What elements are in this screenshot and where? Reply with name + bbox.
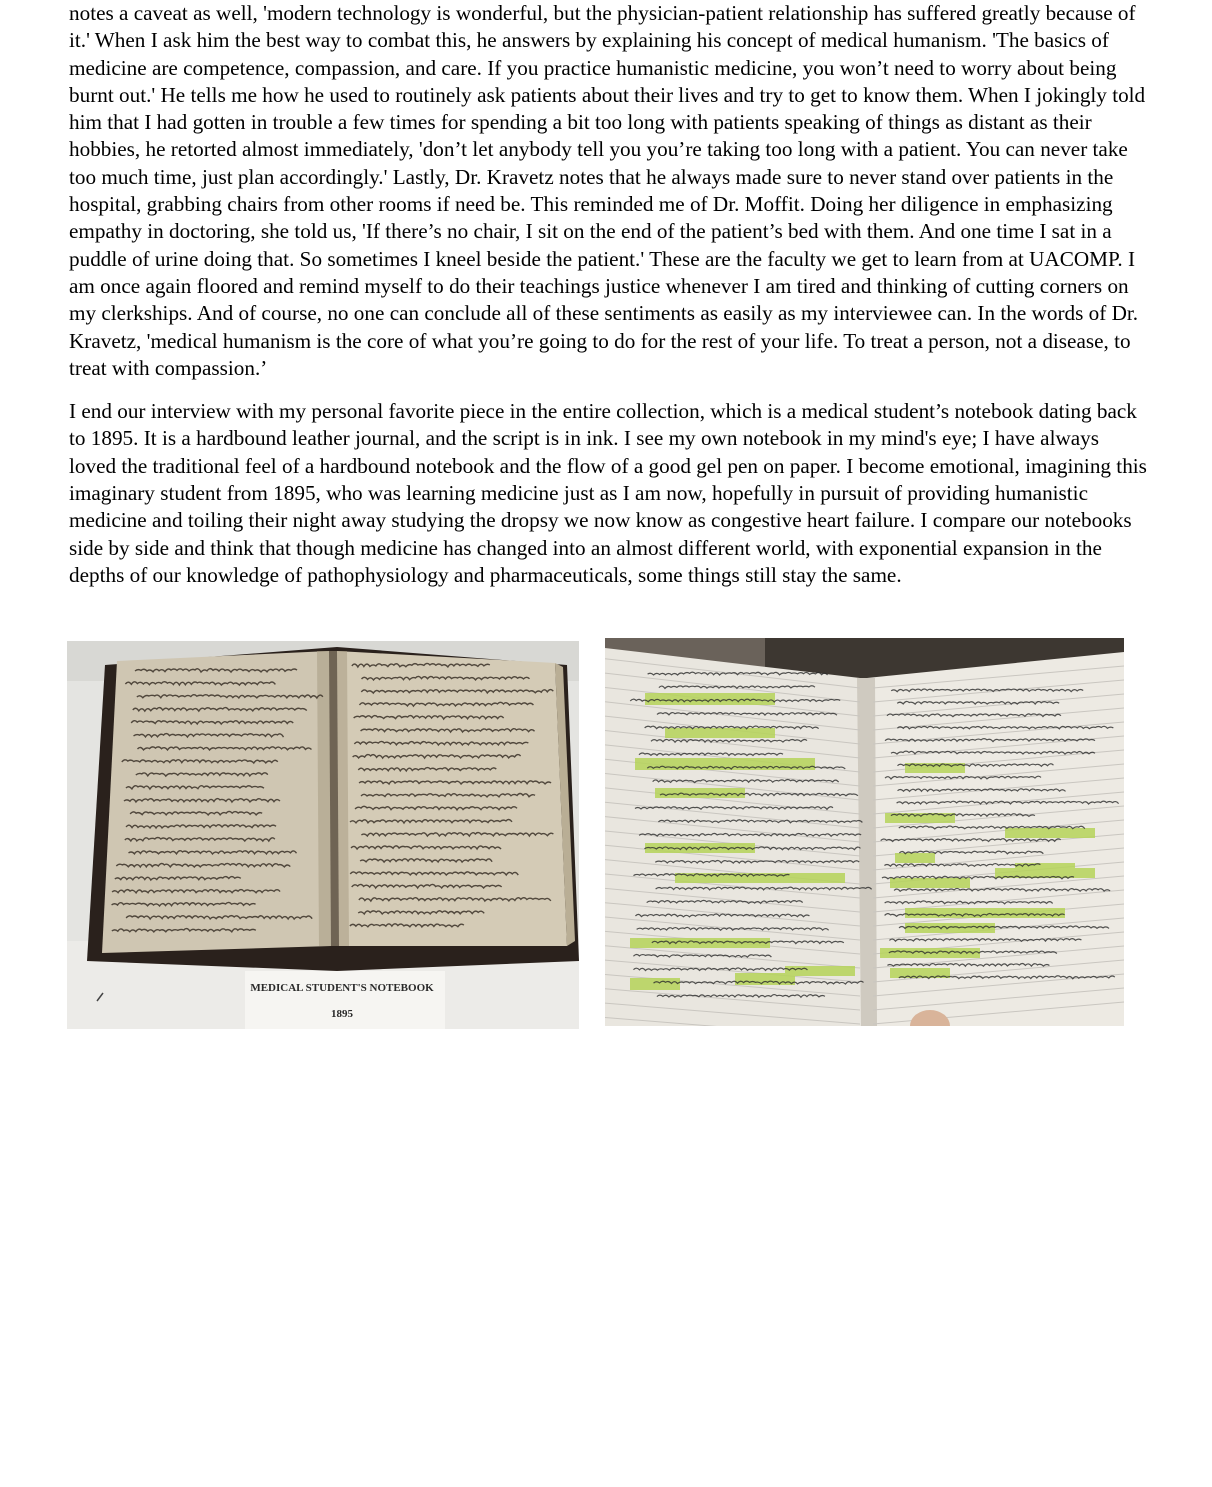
highlighter-mark bbox=[1005, 828, 1095, 838]
notebook-caption-title: MEDICAL STUDENT'S NOTEBOOK bbox=[250, 982, 434, 994]
highlighter-mark bbox=[895, 853, 935, 863]
modern-notebook-illustration bbox=[605, 638, 1124, 1026]
highlighter-mark bbox=[905, 923, 995, 933]
article-body bbox=[69, 0, 1151, 589]
notebook-caption-year: 1895 bbox=[331, 1008, 353, 1020]
article-paragraph-2: I end our interview with my personal favorite piece in the entire collection, which is a medical student’s notebook dating back to 1895. It is a hardbound leather journal, and the script is in ink. I see my own notebook in my mind's eye; I have always loved the traditional feel of a hardbound notebook and the flow of a good gel pen on paper. I become emotional, imagining this imaginary student from 1895, who was learning medicine just as I am now, hopefully in pursuit of providing humanistic medicine and toiling their night away studying the dropsy we now know as congestive heart failure. I compare our notebooks side by side and think that though medicine has changed into an almost different world, with exponential expansion in the depths of our knowledge of pathophysiology and pharmaceuticals, some things still stay the same. bbox=[69, 399, 1147, 587]
old-notebook-photo bbox=[67, 641, 579, 1029]
highlighter-mark bbox=[655, 788, 745, 798]
highlighter-mark bbox=[905, 908, 1065, 918]
highlighter-mark bbox=[630, 978, 680, 990]
article-paragraph-1: notes a caveat as well, 'modern technology is wonderful, but the physician-patient relationship has suffered greatly because of it.' When I ask him the best way to combat this, he answers by explaining his concept of medical humanism. 'The basics of medicine are competence, compassion, and care. If you practice humanistic medicine, you won’t need to worry about being burnt out.' He tells me how he used to routinely ask patients about their lives and try to get to know them. When I jokingly told him that I had gotten in trouble a few times for spending a bit too long with patients speaking of things as distant as their hobbies, he retorted almost immediately, 'don’t let anybody tell you you’re taking too long with a patient. You can never take too much time, just plan accordingly.' Lastly, Dr. Kravetz notes that he always made sure to never stand over patients in the hospital, grabbing chairs from other rooms if need be. This reminded me of Dr. Moffit. Doing her diligence in emphasizing empathy in doctoring, she told us, 'If there’s no chair, I sit on the end of the patient’s bed with them. And one time I sat in a puddle of urine doing that. So sometimes I kneel beside the patient.' These are the faculty we get to learn from at UACOMP. I am once again floored and remind myself to do their teachings justice whenever I am tired and thinking of cutting corners on my clerkships. And of course, no one can conclude all of these sentiments as easily as my interviewee can. In the words of Dr. Kravetz, 'medical humanism is the core of what you’re going to do for the rest of your life. To treat a person, not a disease, to treat with compassion.’ bbox=[69, 1, 1146, 380]
highlighter-mark bbox=[665, 728, 775, 738]
old-notebook-illustration bbox=[67, 641, 579, 1029]
modern-notebook-photo bbox=[605, 638, 1124, 1026]
highlighter-mark bbox=[890, 878, 970, 888]
highlighter-mark bbox=[785, 966, 855, 976]
highlighter-mark bbox=[645, 693, 775, 705]
